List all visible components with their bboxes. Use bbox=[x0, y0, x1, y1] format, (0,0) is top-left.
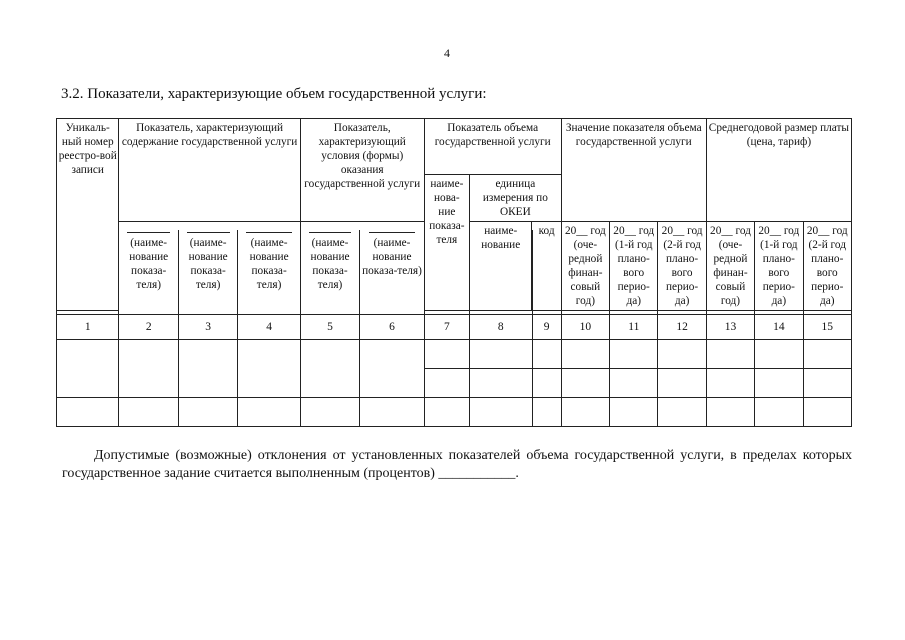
table-row bbox=[57, 339, 852, 368]
empty-cell bbox=[755, 339, 803, 368]
header-unit-name: наиме-нование bbox=[470, 222, 532, 311]
column-number: 11 bbox=[610, 314, 658, 339]
header-content-indicator: Показатель, характеризующий содержание государственной услуги bbox=[119, 119, 300, 222]
empty-cell bbox=[57, 397, 119, 426]
empty-cell bbox=[178, 339, 237, 397]
empty-cell bbox=[610, 397, 658, 426]
value-spacer-2 bbox=[610, 230, 658, 314]
empty-cell bbox=[300, 397, 359, 426]
deviation-paragraph bbox=[62, 447, 852, 483]
empty-cell bbox=[561, 339, 609, 368]
header-okei-unit: единица измерения по ОКЕИ bbox=[470, 175, 562, 222]
column-number: 14 bbox=[755, 314, 803, 339]
unit-name-spacer bbox=[470, 230, 532, 314]
header-year-plan-1: 20__ год (1-й год плано-вого перио-да) bbox=[610, 222, 658, 311]
column-number: 9 bbox=[532, 314, 561, 339]
column-number: 10 bbox=[561, 314, 609, 339]
condition-indicator-1: (наиме-нование показа-теля) bbox=[300, 230, 359, 314]
empty-cell bbox=[755, 368, 803, 397]
column-number: 3 bbox=[178, 314, 237, 339]
empty-cell bbox=[532, 339, 561, 368]
empty-cell bbox=[57, 339, 119, 397]
condition-indicator-2: (наиме-нование показа-теля) bbox=[360, 230, 424, 314]
header-year-current: 20__ год (оче-редной финан-совый год) bbox=[561, 222, 609, 311]
section-title: 3.2. Показатели, характеризующие объем государственной услуги: bbox=[61, 86, 487, 102]
column-number: 2 bbox=[119, 314, 178, 339]
column-number: 6 bbox=[360, 314, 424, 339]
empty-cell bbox=[238, 339, 300, 397]
empty-cell bbox=[470, 368, 532, 397]
header-unit-code: код bbox=[532, 222, 561, 311]
column-number: 1 bbox=[57, 314, 119, 339]
empty-cell bbox=[803, 339, 851, 368]
empty-cell bbox=[803, 368, 851, 397]
empty-cell bbox=[470, 339, 532, 368]
empty-cell bbox=[178, 397, 237, 426]
volume-indicators-table-body bbox=[56, 230, 852, 427]
indicator-name-spacer bbox=[424, 230, 469, 314]
column-number: 12 bbox=[658, 314, 706, 339]
empty-cell bbox=[658, 397, 706, 426]
header-price-year-plan-2: 20__ год (2-й год плано-вого перио-да) bbox=[803, 222, 851, 311]
column-number: 13 bbox=[706, 314, 754, 339]
empty-cell bbox=[532, 397, 561, 426]
empty-cell bbox=[658, 339, 706, 368]
empty-cell bbox=[424, 397, 469, 426]
header-price-year-current: 20__ год (оче-редной финан-совый год) bbox=[706, 222, 754, 311]
header-volume-value: Значение показателя объема государственной услуги bbox=[561, 119, 706, 222]
empty-cell bbox=[610, 368, 658, 397]
content-indicator-2: (наиме-нование показа-теля) bbox=[178, 230, 237, 314]
price-spacer-2 bbox=[755, 230, 803, 314]
column-number: 8 bbox=[470, 314, 532, 339]
page-number: 4 bbox=[444, 46, 450, 60]
empty-cell bbox=[119, 397, 178, 426]
header-average-price: Среднегодовой размер платы (цена, тариф) bbox=[706, 119, 851, 222]
header-conditions-indicator: Показатель, характеризующий условия (формы) оказания государственной услуги bbox=[300, 119, 424, 222]
header-registry-number: Уникаль-ный номер реестро-вой записи bbox=[57, 119, 119, 311]
content-indicator-3: (наиме-нование показа-теля) bbox=[238, 230, 300, 314]
registry-spacer bbox=[57, 230, 119, 314]
empty-cell bbox=[803, 397, 851, 426]
empty-cell bbox=[360, 339, 424, 397]
empty-cell bbox=[706, 339, 754, 368]
table-row bbox=[57, 397, 852, 426]
empty-cell bbox=[706, 368, 754, 397]
empty-cell bbox=[470, 397, 532, 426]
empty-cell bbox=[706, 397, 754, 426]
empty-cell bbox=[610, 339, 658, 368]
empty-cell bbox=[238, 397, 300, 426]
empty-cell bbox=[300, 339, 359, 397]
empty-cell bbox=[658, 368, 706, 397]
unit-code-spacer bbox=[532, 230, 561, 314]
column-number: 4 bbox=[238, 314, 300, 339]
header-price-year-plan-1: 20__ год (1-й год плано-вого перио-да) bbox=[755, 222, 803, 311]
empty-cell bbox=[424, 339, 469, 368]
empty-cell bbox=[532, 368, 561, 397]
content-indicator-1: (наиме-нование показа-теля) bbox=[119, 230, 178, 314]
value-spacer-1 bbox=[561, 230, 609, 314]
empty-cell bbox=[561, 368, 609, 397]
price-spacer-3 bbox=[803, 230, 851, 314]
empty-cell bbox=[424, 368, 469, 397]
column-number: 15 bbox=[803, 314, 851, 339]
column-number: 5 bbox=[300, 314, 359, 339]
column-numbers-row bbox=[57, 314, 852, 339]
price-spacer-1 bbox=[706, 230, 754, 314]
empty-cell bbox=[755, 397, 803, 426]
value-spacer-3 bbox=[658, 230, 706, 314]
header-year-plan-2: 20__ год (2-й год плано-вого перио-да) bbox=[658, 222, 706, 311]
empty-cell bbox=[360, 397, 424, 426]
empty-cell bbox=[561, 397, 609, 426]
header-volume-indicator: Показатель объема государственной услуги bbox=[424, 119, 561, 175]
column-number: 7 bbox=[424, 314, 469, 339]
empty-cell bbox=[119, 339, 178, 397]
deviation-text: Допустимые (возможные) отклонения от установленных показателей объема государственной услуги, в пределах которых государственное задание считается выполненным (процентов) ___________. bbox=[62, 448, 852, 481]
header-indicator-name: наиме-нова-ние показа-теля bbox=[424, 175, 469, 311]
